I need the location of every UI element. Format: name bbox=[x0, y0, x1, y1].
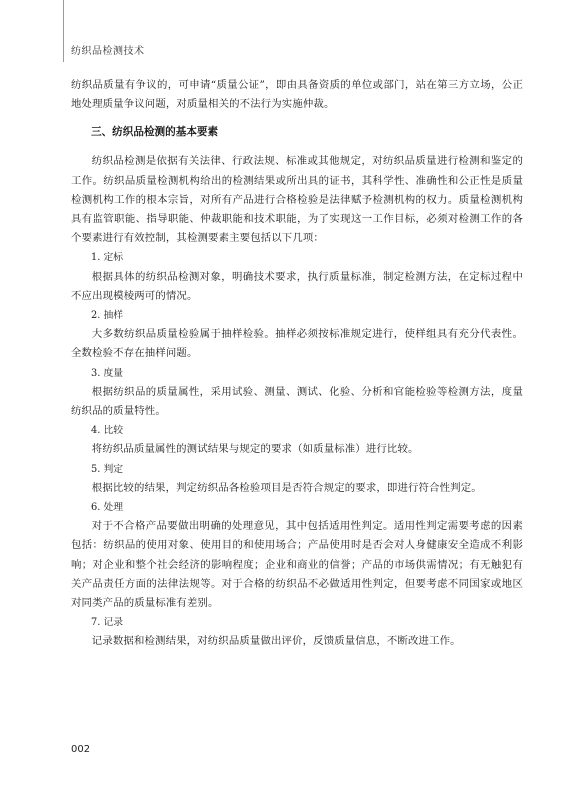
item-heading-comparison: 4. 比较 bbox=[91, 425, 124, 437]
header-rule bbox=[63, 0, 64, 62]
section-heading: 三、纺织品检测的基本要素 bbox=[91, 126, 219, 139]
item-text-sampling: 大多数纺织品质量检验属于抽样检验。抽样必须按标准规定进行，使样组具有充分代表性。全数检验不存在抽样问题。 bbox=[71, 328, 523, 360]
page-number: 002 bbox=[71, 744, 91, 755]
item-text-handling: 对于不合格产品要做出明确的处理意见，其中包括适用性判定。适用性判定需要考虑的因素包括：纺织品的使用对象、使用目的和使用场合；产品使用时是否会对人身健康安全造成不利影响；对企业和整个社会经济的影响程度；企业和商业的信誉；产品的市场供需情况；有无触犯有关产品责任方面的法律法规等。对于合格的纺织品不必做适用性判定，但要考虑不同国家或地区对同类产品的质量标准有差别。 bbox=[71, 520, 523, 610]
intro-paragraph: 纺织品质量有争议的，可申请“质量公证”，即由具备资质的单位或部门，站在第三方立场，公正地处理质量争议问题，对质量相关的不法行为实施仲裁。 bbox=[71, 79, 523, 111]
page-body bbox=[71, 76, 523, 652]
section-paragraph: 纺织品检测是依据有关法律、行政法规、标准或其他规定，对纺织品质量进行检测和鉴定的工作。纺织品质量检测机构给出的检测结果或所出具的证书，其科学性、准确性和公正性是质量检测机构工作的根本宗旨，对所有产品进行合格检验是法律赋予检测机构的权力。质量检测机构具有监管职能、指导职能、仲裁职能和技术职能，为了实现这一工作目标，必须对检测工作的各个要素进行有效控制，其检测要素主要包括以下几项： bbox=[71, 155, 523, 245]
item-text-judgement: 根据比较的结果，判定纺织品各检验项目是否符合规定的要求，即进行符合性判定。 bbox=[91, 481, 482, 494]
item-text-recording: 记录数据和检测结果，对纺织品质量做出评价，反馈质量信息，不断改进工作。 bbox=[91, 635, 461, 648]
item-text-standard: 根据具体的纺织品检测对象，明确技术要求，执行质量标准，制定检测方法，在定标过程中不应出现模棱两可的情况。 bbox=[71, 270, 523, 302]
item-text-measurement: 根据纺织品的质量属性，采用试验、测量、测试、化验、分析和官能检验等检测方法，度量纺织品的质量特性。 bbox=[71, 385, 523, 418]
item-text-comparison: 将纺织品质量属性的测试结果与规定的要求（如质量标准）进行比较。 bbox=[91, 443, 419, 456]
item-heading-standard: 1. 定标 bbox=[91, 252, 124, 264]
item-heading-sampling: 2. 抽样 bbox=[91, 310, 124, 322]
item-heading-judgement: 5. 判定 bbox=[91, 463, 124, 475]
running-head: 纺织品检测技术 bbox=[71, 46, 145, 57]
item-heading-measurement: 3. 度量 bbox=[91, 367, 124, 379]
item-heading-handling: 6. 处理 bbox=[91, 502, 124, 514]
item-heading-recording: 7. 记录 bbox=[91, 617, 124, 629]
